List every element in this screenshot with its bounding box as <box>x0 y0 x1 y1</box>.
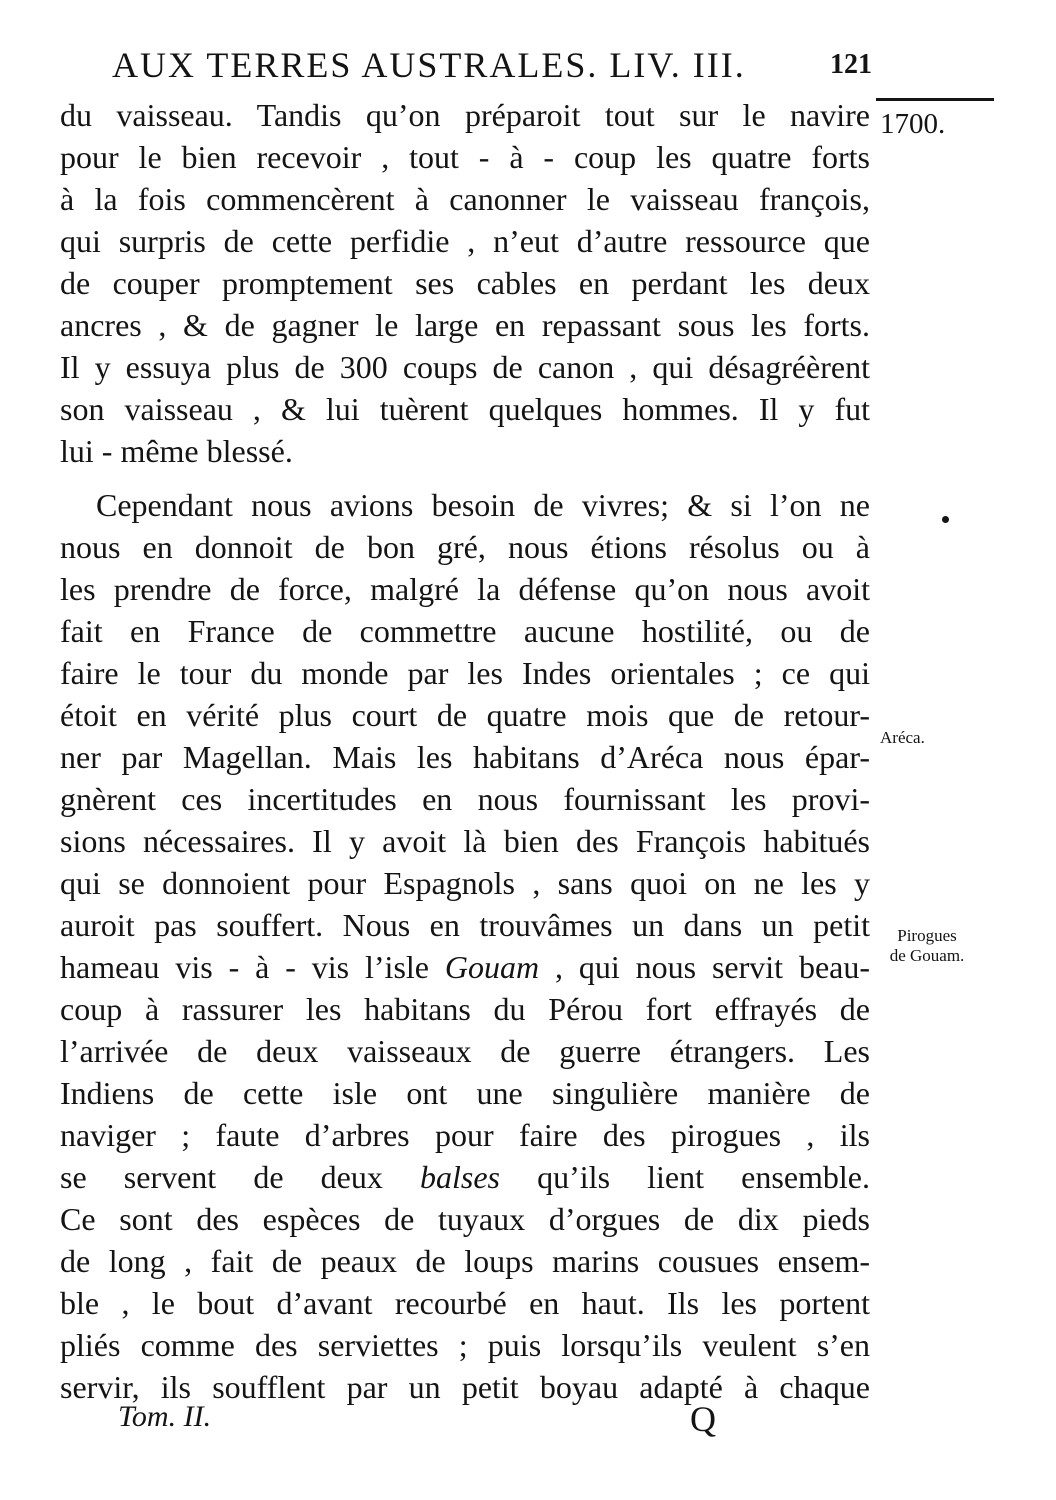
text-line: faire le tour du monde par les Indes orientales ; ce qui <box>60 655 870 691</box>
margin-note-line: de Gouam. <box>889 946 965 965</box>
text-line: les prendre de force, malgré la défense qu’on nous avoit <box>60 571 870 607</box>
text-line: lui - même blessé. <box>60 433 293 469</box>
text-line: ble , le bout d’avant recourbé en haut. Ils les portent <box>60 1285 870 1321</box>
volume-label: Tom. II. <box>118 1400 212 1433</box>
text-line: qui se donnoient pour Espagnols , sans quoi on ne les y <box>60 865 870 901</box>
text-segment: qu’ils lient ensemble. <box>500 1159 871 1195</box>
text-line: Il y essuya plus de 300 coups de canon , qui désagréèrent <box>60 349 870 385</box>
text-line: de long , fait de peaux de loups marins cousues ensem- <box>60 1243 870 1279</box>
margin-note-pirogues <box>872 926 982 966</box>
text-line-balses <box>60 1156 870 1198</box>
text-line: Cependant nous avions besoin de vivres; & si l’on ne <box>96 487 870 523</box>
text-segment: se servent de deux <box>60 1159 420 1195</box>
text-line: gnèrent ces incertitudes en nous fournissant les provi- <box>60 781 870 817</box>
text-line: l’arrivée de deux vaisseaux de guerre étrangers. Les <box>60 1033 870 1069</box>
text-segment: hameau vis - à - vis l’isle <box>60 949 445 985</box>
paragraph-gap <box>60 472 870 484</box>
margin-note-areca: Aréca. <box>880 728 925 747</box>
text-segment: , qui nous servit beau- <box>539 949 871 985</box>
text-line: son vaisseau , & lui tuèrent quelques hommes. Il y fut <box>60 391 870 427</box>
text-line: coup à rassurer les habitans du Pérou fort effrayés de <box>60 991 870 1027</box>
text-line: Ce sont des espèces de tuyaux d’orgues de dix pieds <box>60 1201 870 1237</box>
text-line: pour le bien recevoir , tout - à - coup les quatre forts <box>60 139 870 175</box>
margin-rule <box>876 98 994 101</box>
term-balses: balses <box>420 1159 500 1195</box>
text-line: nous en donnoit de bon gré, nous étions résolus ou à <box>60 529 870 565</box>
text-line: ner par Magellan. Mais les habitans d’Aréca nous épar- <box>60 739 870 775</box>
margin-year: 1700. <box>880 108 946 140</box>
page-footer <box>118 1400 738 1444</box>
paragraph-2 <box>60 484 870 1408</box>
signature-mark: Q <box>690 1399 716 1439</box>
text-line: servir, ils soufflent par un petit boyau adapté à chaque <box>60 1369 870 1405</box>
text-line: étoit en vérité plus court de quatre mois que de retour- <box>60 697 870 733</box>
paragraph-1 <box>60 94 870 472</box>
text-line: sions nécessaires. Il y avoit là bien des François habitués <box>60 823 870 859</box>
page-number: 121 <box>830 49 872 80</box>
margin-note-line: Pirogues <box>897 926 957 945</box>
ink-speck <box>942 516 949 523</box>
running-title: AUX TERRES AUSTRALES. LIV. III. <box>112 45 746 85</box>
text-line: ancres , & de gagner le large en repassant sous les forts. <box>60 307 870 343</box>
text-line: de couper promptement ses cables en perdant les deux <box>60 265 870 301</box>
body-text <box>60 94 870 1408</box>
place-name-gouam: Gouam <box>444 949 540 985</box>
text-line: Indiens de cette isle ont une singulière manière de <box>60 1075 870 1111</box>
text-line: qui surpris de cette perfidie , n’eut d’autre ressource que <box>60 223 870 259</box>
text-line-gouam <box>60 946 870 988</box>
text-line: naviger ; faute d’arbres pour faire des pirogues , ils <box>60 1117 870 1153</box>
text-line: fait en France de commettre aucune hostilité, ou de <box>60 613 870 649</box>
text-line: du vaisseau. Tandis qu’on préparoit tout sur le navire <box>60 97 870 133</box>
running-header <box>112 40 872 90</box>
text-line: à la fois commencèrent à canonner le vaisseau françois, <box>60 181 870 217</box>
text-line: auroit pas souffert. Nous en trouvâmes un dans un petit <box>60 907 870 943</box>
text-line: pliés comme des serviettes ; puis lorsqu’ils veulent s’en <box>60 1327 870 1363</box>
